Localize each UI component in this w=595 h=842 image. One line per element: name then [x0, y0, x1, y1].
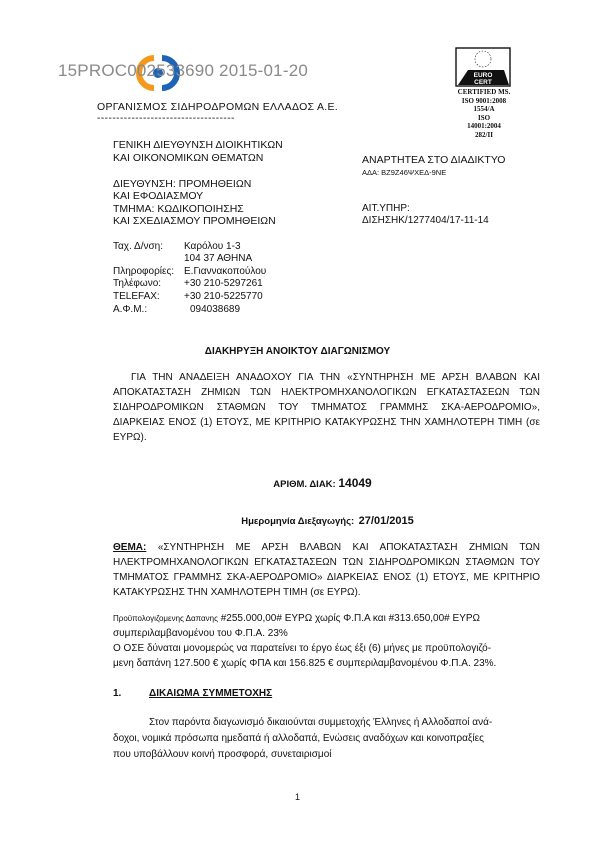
phone-value: +30 210-5297261 [184, 278, 263, 289]
publish-notice: ΑΝΑΡΤΗΤΕΑ ΣΤΟ ΔΙΑΔΙΚΤΥΟ [362, 154, 506, 166]
tender-number-label: ΑΡΙΘΜ. ΔΙΑΚ: [273, 479, 336, 490]
budget-vat-line: συμπεριλαμβανομένου του Φ.Π.Α. 23% [113, 628, 288, 639]
certification-text [436, 88, 532, 140]
ada-code: ΑΔΑ: ΒΖ9Ζ46ΨΧΕΔ-9ΝΕ [362, 168, 447, 177]
organization-divider: ------------------------------------ [97, 113, 235, 124]
afm-label: Α.Φ.Μ.: [113, 304, 148, 315]
address-label: Ταχ. Δ/νση: [113, 241, 164, 252]
budget-line [113, 611, 540, 626]
directorate-general-line-1: ΓΕΝΙΚΗ ΔΙΕΥΘΥΝΣΗ ΔΙΟΙΚΗΤΙΚΩΝ [113, 139, 283, 151]
document-stamp: 15PROC002533690 2015-01-20 [58, 61, 308, 80]
subject-text: «ΣΥΝΤΗΡΗΣΗ ΜΕ ΑΡΣΗ ΒΛΑΒΩΝ ΚΑΙ ΑΠΟΚΑΤΑΣΤΑΣΗ ΖΗΜΙΩΝ ΤΩΝ ΗΛΕΚΤΡΟΜΗΧΑΝΟΛΟΓΙΚΩΝ ΕΓΚΑΤΑΣΤΑΣΕΩΝ ΤΩΝ ΣΙΔΗΡΟΔΡΟΜΙΚΩΝ ΣΤΑΘΜΩΝ ΤΟΥ ΤΜΗΜΑΤΟΣ ΓΡΑΜΜΗΣ ΣΚΑ-ΑΕΡΟΔΡΟΜΙΟ» ΔΙΑΡΚΕΙΑΣ ΕΝΟΣ (1) ΕΤΟΥΣ, ΜΕ ΚΡΙΤΗΡΙΟ ΚΑΤΑΚΥΡΩΣΗΣ ΤΗΝ ΧΑΜΗΛΟΤΕΡΗ ΤΙΜΗ (σε ΕΥΡΩ). [113, 542, 540, 598]
subject-label: ΘΕΜΑ: [113, 542, 147, 553]
reference-label: ΑΙΤ.ΥΠΗΡ: [362, 203, 410, 214]
section-title: ΔΙΚΑΙΩΜΑ ΣΥΜΜΕΤΟΧΗΣ [149, 688, 273, 699]
page-number: 1 [294, 792, 300, 802]
organization-name: ΟΡΓΑΝΙΣΜΟΣ ΣΙΔΗΡΟΔΡΟΜΩΝ ΕΛΛΑΔΟΣ Α.Ε. [97, 101, 339, 113]
cert-line: ISO [477, 113, 491, 122]
info-value: Ε.Γιαννακοπούλου [184, 266, 267, 277]
department-line-1: ΤΜΗΜΑ: ΚΩΔΙΚΟΠΟΙΗΣΗΣ [113, 203, 244, 215]
fax-label: TELEFAX: [113, 291, 160, 302]
section-paragraph-line-2: δοχοι, νομικά πρόσωπα ημεδαπά ή αλλοδαπά, Ενώσεις αναδόχων και κοινοπραξίες [113, 733, 484, 744]
cert-line: CERTIFIED MS. [457, 88, 511, 96]
cert-line: 282/II [475, 130, 493, 139]
option-line-1: Ο ΟΣΕ δύναται μονομερώς να παρατείνει το έργο έως έξι (6) μήνες με προϋπολογιζό- [113, 643, 492, 654]
budget-text: #255.000,00# ΕΥΡΩ χωρίς Φ.Π.Α και #313.650,00# ΕΥΡΩ [220, 613, 481, 624]
info-label: Πληροφορίες: [113, 266, 175, 277]
eurocert-logo-bottom-text: CERT [474, 79, 492, 86]
directorate-general-line-2: ΚΑΙ ΟΙΚΟΝΟΜΙΚΩΝ ΘΕΜΑΤΩΝ [113, 152, 264, 164]
document-title: ΔΙΑΚΗΡΥΞΗ ΑΝΟΙΚΤΟΥ ΔΙΑΓΩΝΙΣΜΟΥ [204, 346, 391, 357]
eurocert-logo-top-text: EURO [473, 72, 493, 79]
address-line-1: Καρόλου 1-3 [184, 241, 241, 252]
reference-value: ΔΙΣΗΣΗΚ/1277404/17-11-14 [362, 215, 489, 226]
tender-number: 14049 [338, 476, 372, 490]
intro-paragraph: ΓΙΑ ΤΗΝ ΑΝΑΔΕΙΞΗ ΑΝΑΔΟΧΟΥ ΓΙΑ ΤΗΝ «ΣΥΝΤΗΡΗΣΗ ΜΕ ΑΡΣΗ ΒΛΑΒΩΝ ΚΑΙ ΑΠΟΚΑΤΑΣΤΑΣΗ ΖΗΜΙΩΝ ΤΩΝ ΗΛΕΚΤΡΟΜΗΧΑΝΟΛΟΓΙΚΩΝ ΕΓΚΑΤΑΣΤΑΣΕΩΝ ΤΩΝ ΣΙΔΗΡΟΔΡΟΜΙΚΩΝ ΣΤΑΘΜΩΝ ΤΟΥ ΤΜΗΜΑΤΟΣ ΓΡΑΜΜΗΣ ΣΚΑ-ΑΕΡΟΔΡΟΜΙΟ», ΔΙΑΡΚΕΙΑΣ ΕΝΟΣ (1) ΕΤΟΥΣ, ΜΕ ΚΡΙΤΗΡΙΟ ΚΑΤΑΚΥΡΩΣΗΣ ΤΗΝ ΧΑΜΗΛΟΤΕΡΗ ΤΙΜΗ (σε ΕΥΡΩ). [113, 372, 540, 443]
cert-line: 14001:2004 [467, 122, 501, 131]
eurocert-logo [455, 47, 511, 87]
department-line-2: ΚΑΙ ΣΧΕΔΙΑΣΜΟΥ ΠΡΟΜΗΘΕΙΩΝ [113, 215, 276, 227]
phone-label: Τηλέφωνο: [113, 278, 162, 289]
cert-line: 1554/A [473, 105, 495, 114]
section-paragraph-line-1: Στον παρόντα διαγωνισμό δικαιούνται συμμετοχής Έλληνες ή Αλλοδαποί ανά- [149, 717, 493, 728]
option-line-2: μενη δαπάνη 127.500 € χωρίς ΦΠΑ και 156.825 € συμπεριλαμβανομένου Φ.Π.Α. 23%. [113, 658, 497, 669]
directorate-line-2: ΚΑΙ ΕΦΟΔΙΑΣΜΟΥ [113, 190, 204, 202]
address-line-2: 104 37 ΑΘΗΝΑ [184, 253, 253, 264]
subject-paragraph [113, 540, 540, 600]
tender-date: 27/01/2015 [358, 515, 414, 527]
tender-number-line [0, 476, 595, 490]
fax-value: +30 210-5225770 [184, 291, 263, 302]
tender-date-label: Ημερομηνία Διεξαγωγής: [241, 516, 355, 527]
tender-date-line [0, 511, 595, 529]
afm-value: 094038689 [190, 304, 241, 315]
section-number: 1. [113, 688, 122, 699]
cert-line: ISO 9001:2008 [461, 96, 507, 105]
section-paragraph-line-3: που υποβάλλουν κοινή προσφορά, συνεταιρισμοί [113, 749, 332, 760]
budget-label: Προϋπολογιζομενης Δαπανης [113, 614, 218, 623]
directorate-line-1: ΔΙΕΥΘΥΝΣΗ: ΠΡΟΜΗΘΕΙΩΝ [113, 178, 252, 190]
